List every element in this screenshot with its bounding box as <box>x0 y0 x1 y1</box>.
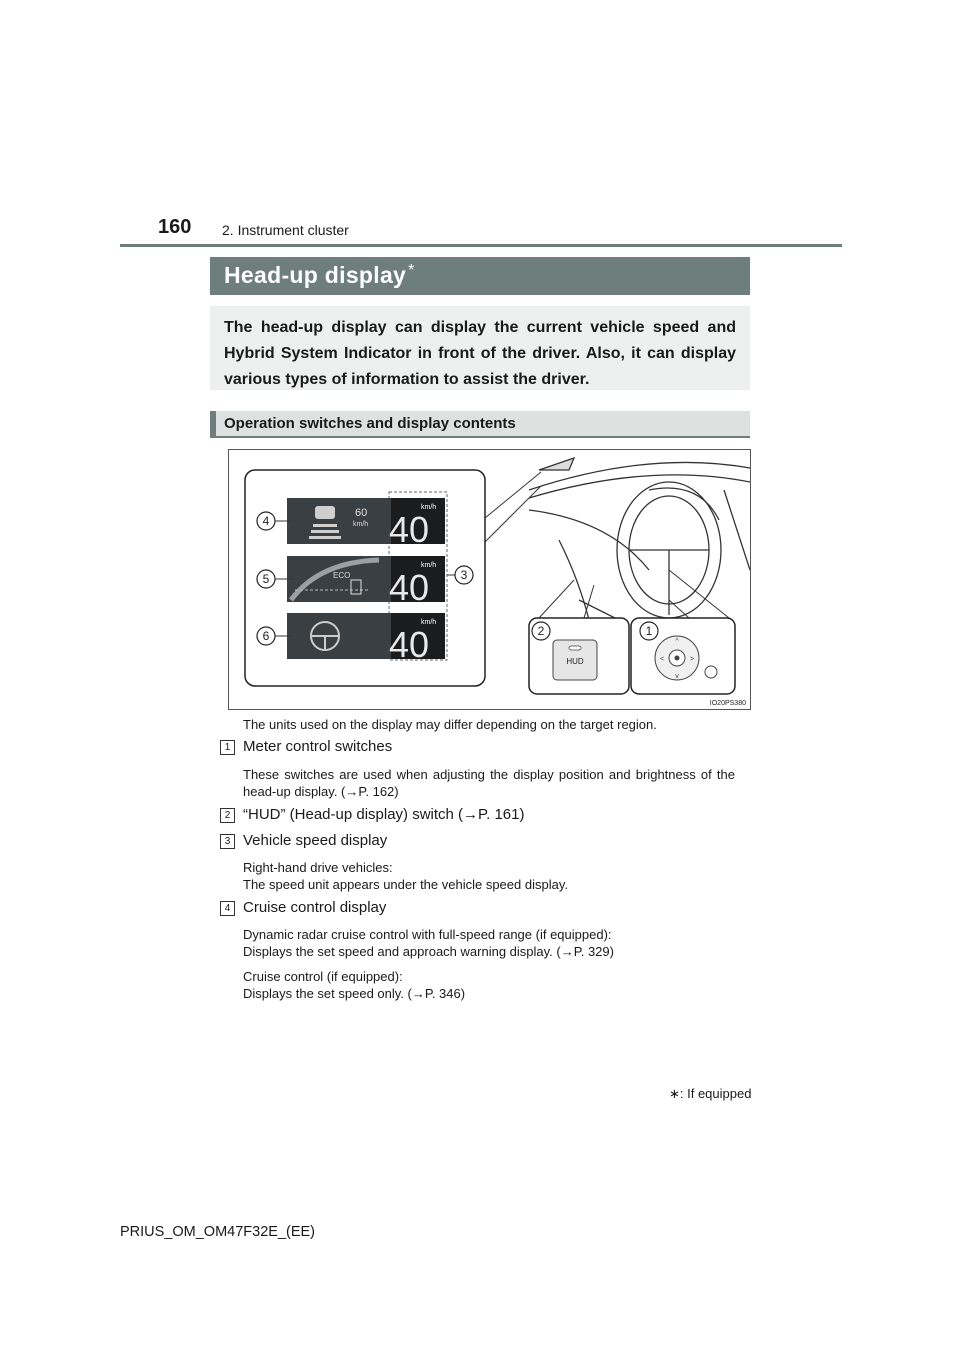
svg-text:1: 1 <box>645 624 653 638</box>
item-desc-4a: Dynamic radar cruise control with full-speed range (if equipped): <box>243 927 612 942</box>
if-equipped-mark: * <box>408 262 415 279</box>
item-number-3: 3 <box>220 834 235 849</box>
footer-code: PRIUS_OM_OM47F32E_(EE) <box>120 1224 316 1240</box>
subheading: Operation switches and display contents <box>224 415 516 432</box>
subheading-bar <box>210 411 750 438</box>
item-title-1: Meter control switches <box>243 738 393 755</box>
item-desc-3b: The speed unit appears under the vehicle speed display. <box>243 877 568 892</box>
title-bar <box>210 257 750 295</box>
subheading-accent <box>210 411 216 438</box>
svg-text:6: 6 <box>262 629 270 643</box>
svg-text:>: > <box>689 656 695 663</box>
speed-value-2: 40 <box>389 567 430 608</box>
svg-text:v: v <box>675 673 679 680</box>
item-desc-4c: Cruise control (if equipped): <box>243 969 403 984</box>
speed-unit-3: km/h <box>421 619 437 626</box>
footnote: ∗: If equipped <box>669 1086 752 1101</box>
header-rule <box>120 244 842 247</box>
item-title-2: “HUD” (Head-up display) switch (→P. 161) <box>243 806 525 823</box>
item-number-1: 1 <box>220 740 235 755</box>
dashboard-sketch <box>529 458 750 625</box>
speed-value-1: 40 <box>389 509 430 550</box>
section-title: 2. Instrument cluster <box>222 222 349 238</box>
intro-text: The head-up display can display the current vehicle speed and Hybrid System Indicator in front of the driver. Also, it can display various types of information to assist the driver. <box>224 319 736 388</box>
item-desc-1: These switches are used when adjusting the display position and brightness of the head-up display. (→P. 162) <box>243 767 735 799</box>
speed-unit-2: km/h <box>421 562 437 569</box>
svg-text:^: ^ <box>675 638 679 645</box>
page-title: Head-up display * <box>224 262 415 288</box>
page-number: 160 <box>158 216 192 238</box>
set-speed-value: 60 <box>355 507 368 519</box>
svg-text:4: 4 <box>262 514 270 528</box>
svg-text:3: 3 <box>460 568 468 582</box>
item-title-4: Cruise control display <box>243 899 387 916</box>
set-speed-unit: km/h <box>353 521 369 528</box>
eco-label: ECO <box>333 571 351 580</box>
speed-value-3: 40 <box>389 624 430 665</box>
hud-illustration-svg <box>229 450 750 709</box>
item-title-3: Vehicle speed display <box>243 832 388 849</box>
speed-unit-1: km/h <box>421 504 437 511</box>
item-desc-4b: Displays the set speed and approach warning display. (→P. 329) <box>243 944 614 959</box>
hud-illustration <box>228 449 751 710</box>
item-desc-3a: Right-hand drive vehicles: <box>243 860 393 875</box>
item-number-4: 4 <box>220 901 235 916</box>
hud-switch-label: HUD <box>566 657 584 666</box>
item-number-2: 2 <box>220 808 235 823</box>
item-desc-4d: Displays the set speed only. (→P. 346) <box>243 986 466 1001</box>
intro-box <box>210 306 750 390</box>
figure-caption: The units used on the display may differ depending on the target region. <box>243 717 657 732</box>
figure-code: IO20PS380 <box>709 700 746 707</box>
svg-text:5: 5 <box>262 572 270 586</box>
svg-text:2: 2 <box>537 624 545 638</box>
svg-text:<: < <box>659 656 665 663</box>
